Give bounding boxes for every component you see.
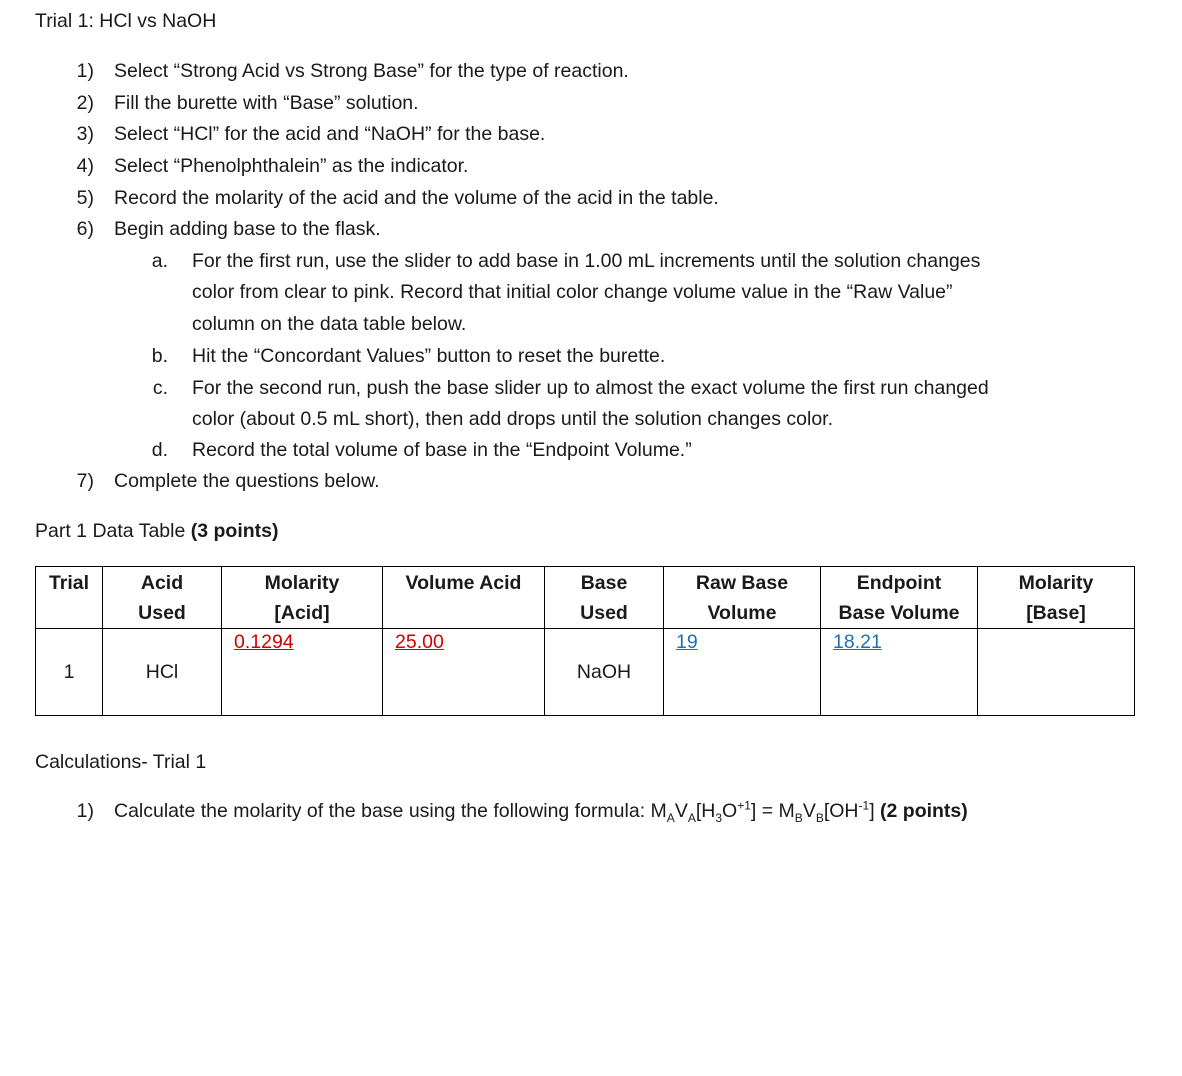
step-text: Select “Strong Acid vs Strong Base” for the type of reaction. [114, 60, 629, 82]
data-table [35, 566, 1135, 716]
substep-letter: b. [151, 345, 168, 367]
substep-text: color from clear to pink. Record that initial color change volume value in the “Raw Value” [192, 281, 953, 303]
step-text: Record the molarity of the acid and the volume of the acid in the table. [114, 187, 719, 209]
table-header-row [36, 567, 1135, 629]
step-text: Select “HCl” for the acid and “NaOH” for the base. [114, 123, 546, 145]
cell-molarity-base[interactable] [978, 629, 1135, 716]
question-number: 1) [76, 800, 94, 822]
question-text: Calculate the molarity of the base using the following formula: [114, 800, 651, 822]
cell-endpoint-volume[interactable]: 18.21 [821, 629, 978, 716]
step-text: Complete the questions below. [114, 470, 380, 492]
calculations-heading: Calculations- Trial 1 [35, 751, 207, 773]
substep-letter: c. [152, 377, 168, 399]
substep-letter: a. [151, 250, 168, 272]
table-row [36, 629, 1135, 716]
step-number: 6) [76, 218, 94, 240]
step-number: 5) [76, 187, 94, 209]
cell-volume-acid[interactable]: 25.00 [383, 629, 545, 716]
header-acid-used: Acid Used [103, 567, 222, 629]
header-trial: Trial [36, 567, 103, 629]
substep-text: Record the total volume of base in the “Endpoint Volume.” [192, 439, 692, 461]
header-base-used: Base Used [545, 567, 664, 629]
step-number: 2) [76, 92, 94, 114]
cell-raw-base-volume[interactable]: 19 [664, 629, 821, 716]
table-heading [35, 520, 278, 543]
cell-acid-used[interactable]: HCl [103, 629, 222, 716]
table-heading-text: Part 1 Data Table [35, 520, 191, 542]
cell-base-used[interactable]: NaOH [545, 629, 664, 716]
substep-letter: d. [151, 439, 168, 461]
header-molarity-acid: Molarity [Acid] [222, 567, 383, 629]
step-text: Select “Phenolphthalein” as the indicator. [114, 155, 469, 177]
cell-molarity-acid[interactable]: 0.1294 [222, 629, 383, 716]
formula: $M_AV_A[H_3O^{+1}] = M_BV_B[OH^{-1}]$ [650, 798, 875, 825]
header-endpoint-volume: Endpoint Base Volume [821, 567, 978, 629]
cell-trial[interactable]: 1 [36, 629, 103, 716]
step-number: 1) [76, 60, 94, 82]
substep-text: For the second run, push the base slider up to almost the exact volume the first run changed [192, 377, 989, 399]
substep-text: column on the data table below. [192, 313, 467, 335]
table-heading-points: (3 points) [190, 520, 279, 542]
header-volume-acid: Volume Acid [383, 567, 545, 629]
step-number: 4) [76, 155, 94, 177]
substep-text: Hit the “Concordant Values” button to reset the burette. [192, 345, 666, 367]
substep-text: color (about 0.5 mL short), then add drops until the solution changes color. [192, 408, 833, 430]
substep-text: For the first run, use the slider to add base in 1.00 mL increments until the solution changes [192, 250, 981, 272]
header-molarity-base: Molarity [Base] [978, 567, 1135, 629]
step-number: 7) [76, 470, 94, 492]
header-raw-base-volume: Raw Base Volume [664, 567, 821, 629]
calculation-question [114, 800, 968, 823]
question-points: (2 points) [874, 800, 968, 822]
page-title: Trial 1: HCl vs NaOH [35, 10, 217, 32]
step-text: Fill the burette with “Base” solution. [114, 92, 419, 114]
step-text: Begin adding base to the flask. [114, 218, 381, 240]
step-number: 3) [76, 123, 94, 145]
